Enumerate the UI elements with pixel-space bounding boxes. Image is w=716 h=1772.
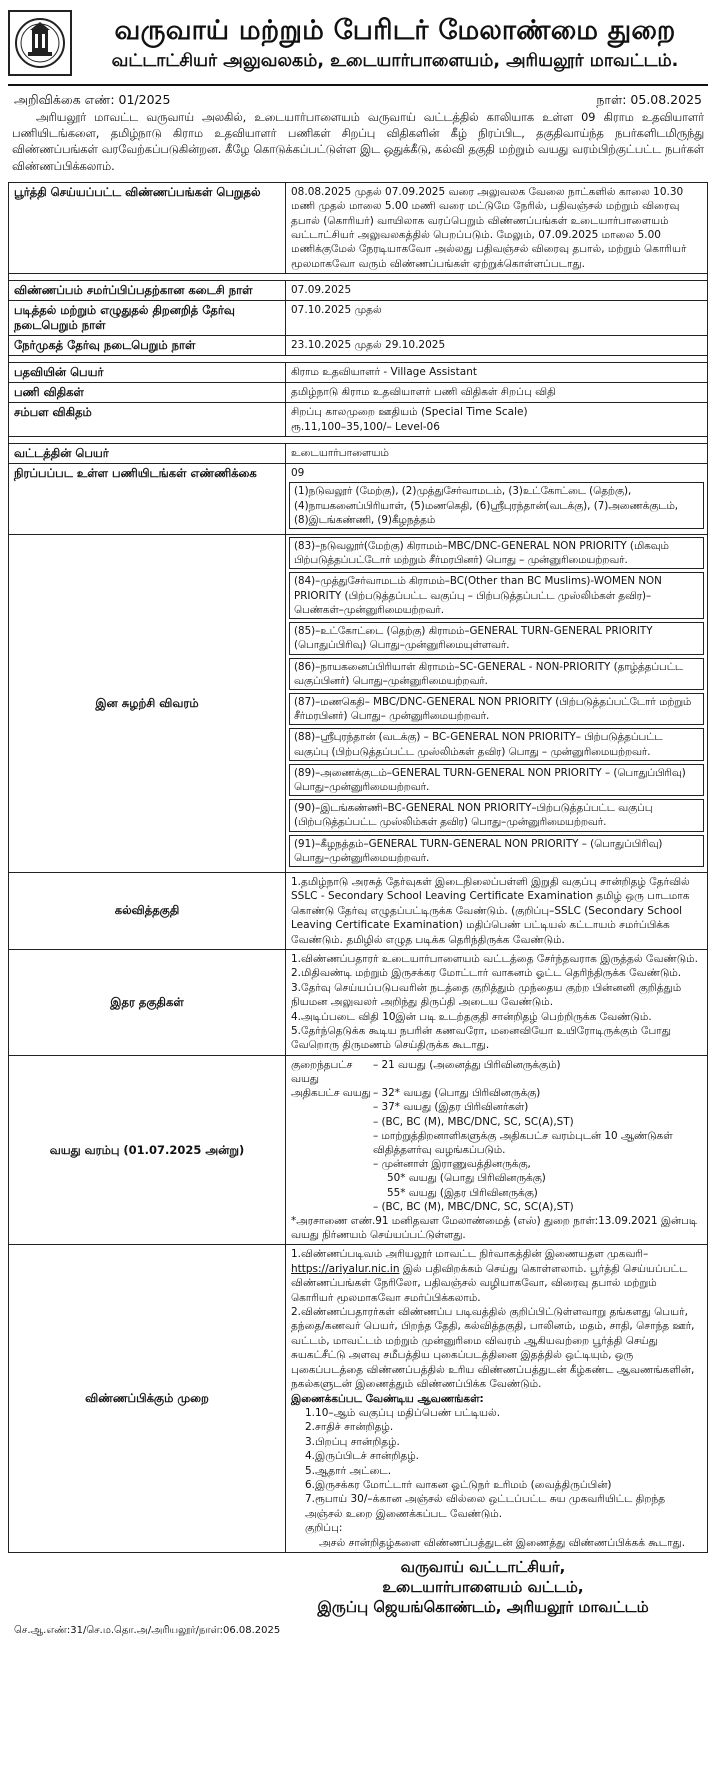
taluk-value: உடையார்பாளையம்	[286, 444, 708, 464]
age-max-label: அதிகபட்ச வயது	[291, 1087, 371, 1100]
reservation-item: (86)–நாயகனைப்பிரியாள் கிராமம்–SC-GENERAL - NON-PRIORITY (தாழ்த்தப்பட்ட வகுப்பினர்) பொது–முன்னுரிமையற்றவர்.	[289, 658, 704, 690]
vacancy-label: நிரப்பப்பட உள்ள பணியிடங்கள் எண்ணிக்கை	[9, 464, 286, 535]
age-max-line: – மாற்றுத்திறனாளிகளுக்கு அதிகபட்ச வரம்புடன் 10 ஆண்டுகள் விதித்தளர்வு வழங்கப்படும்.	[373, 1129, 673, 1157]
signature-block	[8, 1557, 708, 1617]
document-item: 4.இருப்பிடச் சான்றிதழ்.	[305, 1450, 420, 1463]
age-max-line: – (BC, BC (M), MBC/DNC, SC, SC(A),ST)	[373, 1200, 574, 1213]
office-title: வட்டாட்சியர் அலுவலகம், உடையார்பாளையம், அரியலூர் மாவட்டம்.	[111, 51, 679, 71]
age-min-value: – 21 வயது (அனைத்து பிரிவினருக்கும்)	[373, 1058, 561, 1071]
interview-date-value: 23.10.2025 முதல் 29.10.2025	[286, 336, 708, 356]
schedule-table	[8, 182, 708, 1553]
apply-step-1: 1.விண்ணப்படிவம் அரியலூர் மாவட்ட நிர்வாகத்தின் இணையதள முகவரி–https://ariyalur.nic.in இல் பதிவிறக்கம் செய்து கொள்ளலாம். பூர்த்தி செய்யப்பட்ட விண்ணப்பங்கள் நேரிலோ, பதிவஞ்சல் வழியாகவோ, விரைவு தபால் மற்றும் கொரியர் மூலமாகவோ சமர்ப்பிக்கலாம்.	[291, 1248, 688, 1304]
reservation-item: (91)–கீழநத்தம்–GENERAL TURN-GENERAL NON PRIORITY – (பொதுப்பிரிவு) பொது–முன்னுரிமையற்றவர்.	[289, 835, 704, 867]
document-item: 1.10–ஆம் வகுப்பு மதிப்பெண் பட்டியல்.	[305, 1406, 501, 1419]
document-item: 5.ஆதார் அட்டை.	[305, 1464, 392, 1477]
age-max-line: 55* வயது (இதர பிரிவினருக்கு)	[387, 1186, 538, 1199]
signature-line-2: உடையார்பாளையம் வட்டம்,	[382, 1577, 584, 1596]
notice-number: அறிவிக்கை எண்: 01/2025	[14, 92, 171, 107]
other-qualification-item: 3.தேர்வு செய்யப்படுபவரின் நடத்தை குறித்தும் முந்தைய குற்ற பின்னனி குறித்தும் நியமன அலுவலர் அறிந்து திருப்தி அடைய வேண்டும்.	[291, 981, 682, 1009]
age-label: வயது வரம்பு (01.07.2025 அன்று)	[9, 1055, 286, 1245]
other-qualification-item: 5.தேர்ந்தெடுக்க கூடிய நபரின் கணவரோ, மனைவியோ உயிரோடிருக்கும் போது வேறொரு திருமணம் செய்திருக்க கூடாது.	[291, 1025, 671, 1052]
pay-scale: சிறப்பு காலமுறை ஊதியம் (Special Time Scale)	[291, 406, 528, 419]
website-link[interactable]: https://ariyalur.nic.in	[291, 1262, 400, 1275]
other-qualification-item: 1.விண்ணப்பதாரர் உடையார்பாளையம் வட்டத்தை சேர்ந்தவராக இருத்தல் வேண்டும்.	[291, 952, 698, 965]
other-qualification-item: 4.அடிப்படை விதி 10இன் படி உடற்தகுதி சான்றிதழ் பெற்றிருக்க வேண்டும்.	[291, 1010, 652, 1023]
reservation-item: (88)–ஸ்ரீபுரந்தான் (வடக்கு) – BC-GENERAL NON PRIORITY– பிற்படுத்தப்பட்ட வகுப்பு (பிற்படுத்தப்பட்ட முஸ்லிம்கள் தவிர) பொது – முன்னுரிமையற்றவர்.	[289, 728, 704, 760]
documents-title: இணைக்கப்பட வேண்டிய ஆவணங்கள்:	[291, 1392, 484, 1405]
taluk-label: வட்டத்தின் பெயர்	[9, 444, 286, 464]
signature-line-1: வருவாய் வட்டாட்சியர்,	[400, 1557, 566, 1576]
receipt-label: பூர்த்தி செய்யப்பட்ட விண்ணப்பங்கள் பெறுதல்	[9, 182, 286, 273]
document-item: 3.பிறப்பு சான்றிதழ்.	[305, 1435, 400, 1448]
pay-label: சம்பள விகிதம்	[9, 403, 286, 437]
apply-label: விண்ணப்பிக்கும் முறை	[9, 1245, 286, 1553]
education-label: கல்வித்தகுதி	[9, 872, 286, 949]
rules-label: பணி விதிகள்	[9, 383, 286, 403]
apply-step-2: 2.விண்ணப்பதாரர்கள் விண்ணப்ப படிவத்தில் குறிப்பிட்டுள்ளவாறு தங்களது பெயர், தந்தை/கணவர் பெயர், பிறந்த தேதி, கல்வித்தகுதி, பாலினம், மதம், சாதி, சொந்த ஊர், வட்டம், மாவட்டம் மற்றும் முன்னுரிமை விவரம் ஆகியவற்றை பூர்த்தி செய்து சுயகட்சீட்டு அளவு சமீபத்திய புகைப்படத்தினை இதத்தில் ஒட்டியும், ஒரு புகைப்படத்தை விண்ணப்பத்தில் உரிய விண்ணப்பத்துடன் கீழ்கண்ட ஆவணங்களின், நகல்களுடன் இணைத்தும் விண்ணப்பிக்க வேண்டும்.	[291, 1306, 695, 1391]
reservation-item: (87)–மணகெதி– MBC/DNC-GENERAL NON PRIORITY (பிற்படுத்தப்பட்டோர் மற்றும் சீர்மரபினர்) பொது– முன்னுரிமையற்றவர்.	[289, 693, 704, 725]
age-min-label: குறைந்தபட்ச வயது	[291, 1058, 353, 1086]
post-name-value: கிராம உதவியாளர் - Village Assistant	[286, 363, 708, 383]
reservation-item: (90)–இடங்கண்ணி–BC-GENERAL NON PRIORITY–பிற்படுத்தப்பட்ட வகுப்பு (பிற்படுத்தப்பட்ட முஸ்லிம்கள் தவிர) பொது–முன்னுரிமையற்றவர்.	[289, 799, 704, 831]
vacancy-count: 09	[291, 467, 305, 480]
age-max-line: – 32* வயது (பொது பிரிவினருக்கு)	[373, 1087, 541, 1100]
reservation-item: (85)–உட்கோட்டை (தெற்கு) கிராமம்–GENERAL TURN-GENERAL PRIORITY (பொதுப்பிரிவு) பொது–முன்னுரிமையுள்ளவர்.	[289, 622, 704, 654]
reservation-label: இன சுழற்சி விவரம்	[9, 535, 286, 873]
age-max-line: – 37* வயது (இதர பிரிவினர்கள்)	[373, 1101, 529, 1114]
note-text: அசல் சான்றிதழ்களை விண்ணப்பத்துடன் இணைத்து விண்ணப்பிக்கக் கூடாது.	[319, 1536, 686, 1549]
age-max-line: – (BC, BC (M), MBC/DNC, SC, SC(A),ST)	[373, 1115, 574, 1128]
post-name-label: பதவியின் பெயர்	[9, 363, 286, 383]
age-note: *அரசாணை எண்.91 மனிதவள மேலாண்மைத் (எஸ்) துறை நாள்:13.09.2021 இன்படி வயது நிர்ணயம் செய்யப்பட்டுள்ளது.	[291, 1215, 698, 1242]
tamilnadu-emblem-icon	[8, 10, 72, 76]
other-qualification-label: இதர தகுதிகள்	[9, 949, 286, 1055]
document-item: 6.இருசக்கர மோட்டார் வாகன ஓட்டுநர் உரிமம் (வைத்திருப்பின்)	[305, 1478, 612, 1491]
age-max-line: 50* வயது (பொது பிரிவினருக்கு)	[387, 1172, 546, 1185]
signature-line-3: இருப்பு ஜெயங்கொண்டம், அரியலூர் மாவட்டம்	[317, 1597, 649, 1616]
other-qualification-item: 2.மிதிவண்டி மற்றும் இருசக்கர மோட்டார் வாகனம் ஓட்ட தெரிந்திருக்க வேண்டும்.	[291, 967, 682, 980]
last-date-label: விண்ணப்பம் சமர்ப்பிப்பதற்கான கடைசி நாள்	[9, 281, 286, 301]
rules-value: தமிழ்நாடு கிராம உதவியாளர் பணி விதிகள் சிறப்பு விதி	[286, 383, 708, 403]
document-item: 2.சாதிச் சான்றிதழ்.	[305, 1421, 394, 1434]
reservation-item: (84)–முத்துசேர்வாமடம் கிராமம்–BC(Other than BC Muslims)-WOMEN NON PRIORITY (பிற்படுத்தப்பட்ட வகுப்பு – பிற்படுத்தப்பட்ட முஸ்லிம்கள் தவிர)–பெண்கள்–முன்னுரிமையற்றவர்.	[289, 572, 704, 619]
pay-amount: ரூ.11,100–35,100/– Level-06	[291, 420, 440, 433]
notice-page	[8, 0, 708, 1636]
note-title: குறிப்பு:	[305, 1522, 343, 1535]
header	[8, 8, 708, 86]
test-date-label: படித்தல் மற்றும் எழுதுதல் திறனறித் தேர்வு நடைபெறும் நாள்	[9, 301, 286, 336]
test-date-value: 07.10.2025 முதல்	[286, 301, 708, 336]
education-value: 1.தமிழ்நாடு அரசுத் தேர்வுகள் இடைநிலைப்பள்ளி இறுதி வகுப்பு சான்றிதழ் தேர்வில் SSLC - Secondary School Leaving Certificate Examination தமிழ் ஒரு பாடமாக கொண்டு தேர்வு எழுதப்பட்டிருக்க வேண்டும். (குறிப்பு–SSLC (Secondary School Leaving Certificate Examination) மதிப்பெண் பட்டியல் கட்டாயம் சமர்ப்பிக்க வேண்டும். தமிழில் எழுத படிக்க தெரிந்திருக்க வேண்டும்.	[286, 872, 708, 949]
vacancy-villages: (1)நடுவலூர் (மேற்கு), (2)முத்துசேர்வாமடம், (3)உட்கோட்டை (தெற்கு), (4)நாயகனைப்பிரியாள், (5)மணகெதி, (6)ஸ்ரீபுரந்தான்(வடக்கு), (7)அணைக்குடம், (8)இடங்கண்ணி, (9)கீழநத்தம்	[289, 482, 704, 529]
intro-paragraph: அரியலூர் மாவட்ட வருவாய் அலகில், உடையார்பாளையம் வருவாய் வட்டத்தில் காலியாக உள்ள 09 கிராம உதவியாளர் பணியிடங்களை, தமிழ்நாடு கிராம உதவியாளர் பணிகள் சிறப்பு விதிகளின் கீழ் நிரப்பிட, தகுதிவாய்ந்த நபர்களிடமிருந்து விண்ணப்பங்கள் வரவேற்கப்படுகின்றன. கீழே கொடுக்கப்பட்டுள்ள இட ஒதுக்கீடு, கல்வி தகுதி மற்றும் வயது வரம்பிற்குட்பட்ட நபர்கள் விண்ணப்பிக்கலாம்.	[12, 111, 704, 173]
receipt-value: 08.08.2025 முதல் 07.09.2025 வரை அலுவலக வேலை நாட்களில் காலை 10.30 மணி முதல் மாலை 5.00 மணி வரை மட்டுமே நேரில், பதிவஞ்சல் மற்றும் விரைவு தபால் (கொரியர்) வாயிலாக வரப்பெறும் விண்ணப்பங்கள் உடையார்பாளையம் வட்டாட்சியர் அலுவலகத்தில் பெறப்படும். மேலும், 07.09.2025 மாலை 5.00 மணிக்குமேல் நேரடியாகவோ அல்லது பதிவஞ்சல் விரைவு தபால், மற்றும் கொரியர் மூலமாகவோ வரும் விண்ணப்பங்கள் ஏற்றுக்கொள்ளப்படாது.	[286, 182, 708, 273]
document-item: 7.ரூபாய் 30/–க்கான அஞ்சல் வில்லை ஒட்டப்பட்ட சுய முகவரியிட்ட திறந்த அஞ்சல் உறை இணைக்கப்பட வேண்டும்.	[305, 1493, 666, 1520]
footer-reference: செ.ஆ.எண்:31/செ.ம.தொ.அ/அரியலூர்/நாள்:06.08.2025	[14, 1624, 281, 1636]
reservation-item: (89)–அணைக்குடம்–GENERAL TURN-GENERAL NON PRIORITY – (பொதுப்பிரிவு) பொது–முன்னுரிமையற்றவர்.	[289, 764, 704, 796]
department-title: வருவாய் மற்றும் பேரிடர் மேலாண்மை துறை	[114, 15, 676, 46]
interview-date-label: நேர்முகத் தேர்வு நடைபெறும் நாள்	[9, 336, 286, 356]
reservation-item: (83)–நடுவலூர்(மேற்கு) கிராமம்–MBC/DNC-GENERAL NON PRIORITY (மிகவும் பிற்படுத்தப்பட்டோர் மற்றும் சீர்மரபினர்) பொது – முன்னுரிமையற்றவர்.	[289, 537, 704, 569]
notice-date: நாள்: 05.08.2025	[596, 92, 702, 107]
age-max-line: – முன்னாள் இராணுவத்தினருக்கு,	[373, 1158, 531, 1171]
last-date-value: 07.09.2025	[286, 281, 708, 301]
